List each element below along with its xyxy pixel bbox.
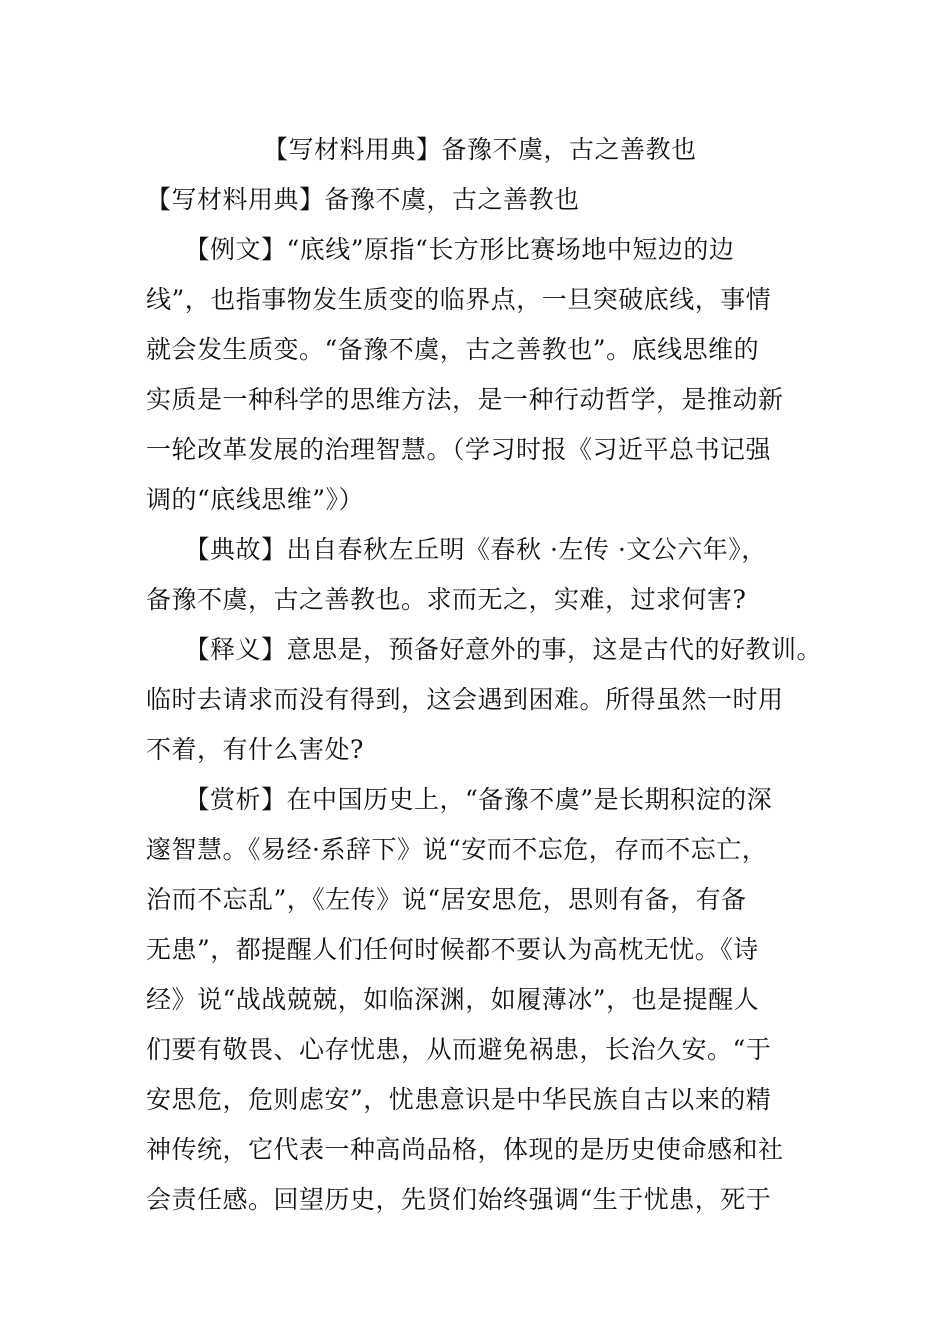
text-line: 治而不忘乱”，《左传》说“居安思危，思则有备，有备 — [146, 885, 747, 914]
text-line: 【赏析】在中国历史上，“备豫不虞”是长期积淀的深 — [146, 785, 773, 814]
text-line: 调的“底线思维”》） — [146, 485, 365, 514]
text-line: 就会发生质变。“备豫不虞，古之善教也”。底线思维的 — [146, 335, 760, 364]
text-line: 【写材料用典】备豫不虞，古之善教也 — [146, 185, 580, 214]
text-line: 神传统，它代表一种高尚品格，体现的是历史使命感和社 — [146, 1135, 784, 1164]
text-line: 们要有敬畏、心存忧患，从而避免祸患，长治久安。“于 — [146, 1035, 772, 1064]
text-line: 备豫不虞，古之善教也。求而无之，实难，过求何害? — [146, 585, 747, 614]
text-line: 无患”，都提醒人们任何时候都不要认为高枕无忧。《诗 — [146, 935, 759, 964]
document-title: 【写材料用典】备豫不虞，古之善教也 — [263, 135, 697, 164]
text-line: 【例文】“底线”原指“长方形比赛场地中短边的边 — [146, 235, 735, 264]
text-line: 不着，有什么害处? — [146, 735, 364, 764]
text-line: 邃智慧。《易经·系辞下》说“安而不忘危，存而不忘亡， — [146, 835, 768, 864]
text-line: 临时去请求而没有得到，这会遇到困难。所得虽然一时用 — [146, 685, 784, 714]
text-line: 会责任感。回望历史，先贤们始终强调“生于忧患，死于 — [146, 1185, 772, 1214]
text-line: 安思危，危则虑安”，忧患意识是中华民族自古以来的精 — [146, 1085, 772, 1114]
text-line: 经》说“战战兢兢，如临深渊，如履薄冰”，也是提醒人 — [146, 985, 760, 1014]
text-line: 实质是一种科学的思维方法，是一种行动哲学，是推动新 — [146, 385, 784, 414]
text-line: 【典故】出自春秋左丘明《春秋 ·左传 ·文公六年》， — [146, 535, 767, 564]
text-line: 线”，也指事物发生质变的临界点，一旦突破底线，事情 — [146, 285, 772, 314]
text-line: 一轮改革发展的治理智慧。（学习时报《习近平总书记强 — [146, 435, 772, 464]
text-line: 【释义】意思是，预备好意外的事，这是古代的好教训。 — [146, 635, 823, 664]
